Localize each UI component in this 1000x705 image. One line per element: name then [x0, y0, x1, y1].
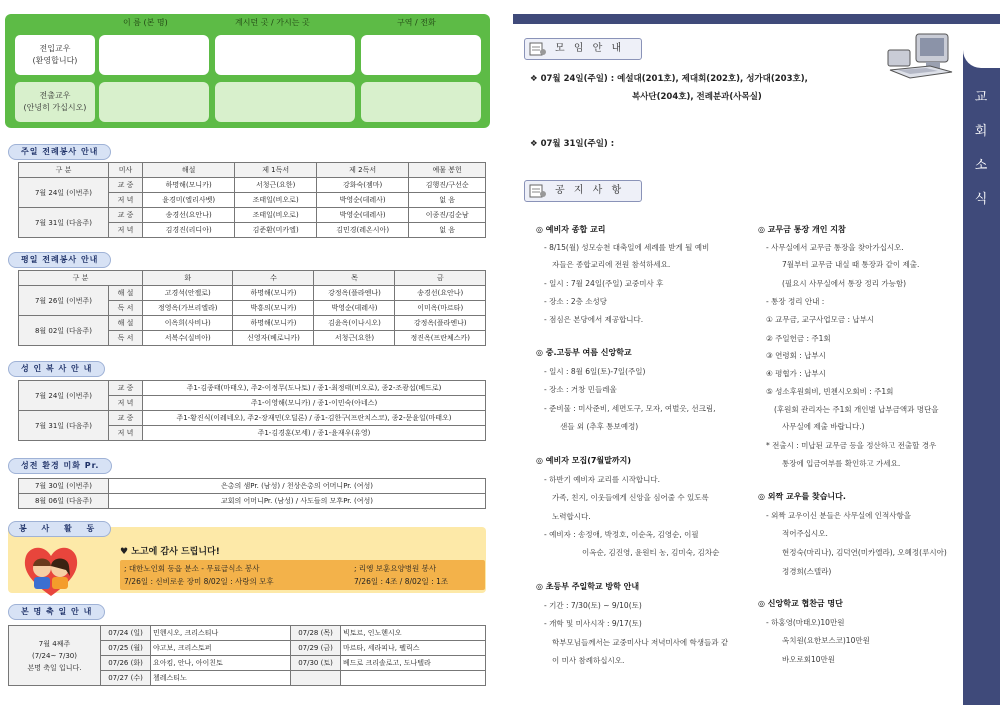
notice-right-line: (후원회 관리자는 주1회 개인별 납부금액과 명단을 — [774, 405, 939, 414]
table-row: 07/27 (수) 첼레스티노 — [9, 671, 486, 686]
table-row: 저 녁 주1-이영해(모니카) / 종1-이민숙(아네스) — [19, 396, 486, 411]
service-left-line-2: 7/26일 : 신비로운 장미 8/02일 : 사랑의 모후 — [124, 577, 274, 586]
side-label-1: 교 — [974, 90, 988, 105]
service-right-line-1: ; 리엥 보훈요양병원 봉사 — [354, 564, 437, 573]
notice-left-line: - 기간 : 7/30(토) ~ 9/10(토) — [544, 601, 642, 610]
notice-right-line: 7월부터 교무금 내실 때 통장과 같이 제출. — [782, 260, 920, 269]
notice-left-line: 이 미사 참례하십시오. — [552, 656, 625, 665]
table-row: 7월 4째주 (7/24~ 7/30) 본명 축일 입니다. 07/24 (일) 민헨시오, 크리스티나 07/28 (목) 빅토르, 인노헨시오 — [9, 626, 486, 641]
incoming-area-field[interactable] — [361, 35, 481, 75]
notice-left-heading: ◎ 초등부 주일학교 방학 안내 — [536, 582, 640, 591]
notice-right-line: ③ 연령회 : 납부시 — [766, 351, 826, 360]
outgoing-place-field[interactable] — [215, 82, 355, 122]
notice-left-line: 학부모님들께서는 교중미사나 저녁미사에 학생들과 같 — [552, 638, 729, 647]
notice-left-line: - 하반기 예비자 교리를 시작합니다. — [544, 475, 661, 484]
nameday-label: 7월 4째주 (7/24~ 7/30) 본명 축일 입니다. — [9, 626, 101, 686]
notice-right-heading: ◎ 외짝 교우를 찾습니다. — [758, 492, 846, 501]
notice-left-heading: ◎ 중.고등부 여름 신앙학교 — [536, 348, 632, 357]
incoming-name-field[interactable] — [99, 35, 209, 75]
nameday-title: 본 명 축 일 안 내 — [8, 604, 105, 620]
table-row: 독 서 정영옥(가브리엘라) 박흥의(모니카) 박영순(데레사) 이미옥(마르타) — [19, 301, 486, 316]
notice-left-line: - 점심은 본당에서 제공합니다. — [544, 315, 644, 324]
service-band — [120, 560, 485, 590]
document-icon — [529, 184, 547, 198]
table-row: 저 녁 주1-김경훈(모세) / 종1-윤재우(유영) — [19, 426, 486, 441]
notice-left-line: 이옥순, 김진영, 윤원티 농, 김미숙, 김차순 — [582, 548, 720, 557]
table-row: 07/26 (화) 요아킴, 안나, 아이친토 07/30 (토) 베드로 크리솔로고, 도나텔라 — [9, 656, 486, 671]
meeting-line-2: 복사단(204호), 전례분과(사목실) — [632, 92, 762, 102]
notice-left-line: 자들은 종합교리에 전원 참석하세요. — [552, 260, 671, 269]
notice-left-line: - 준비물 : 미사준비, 세면도구, 모자, 여벌옷, 선크림, — [544, 404, 716, 413]
side-label-2: 회 — [974, 124, 988, 139]
notice-right-line: (필요시 사무실에서 통장 정리 가능함) — [782, 279, 907, 288]
notice-right-line: - 통장 정리 안내 : — [766, 297, 825, 306]
newcomer-header-area: 구역 / 전화 — [397, 18, 436, 27]
notice-left-line: - 개학 및 미사시작 : 9/17(토) — [544, 619, 642, 628]
notice-right-line: * 전출시 : 미납된 교무금 등을 정산하고 전출할 경우 — [766, 441, 937, 450]
table-row: 7월 26일 (이번주) 해 설 고경석(안젤로) 하명해(모니카) 강정옥(플라엔나) 송경선(요안나) — [19, 286, 486, 301]
notice-left-line: - 예비자 : 송정애, 박정호, 이순옥, 김영순, 이필 — [544, 530, 699, 539]
notice-right-heading: ◎ 교무금 통장 개인 지참 — [758, 225, 846, 234]
service-title: 봉 사 활 동 — [8, 521, 111, 537]
notice-right-line: - 사무실에서 교무금 통장을 찾아가십시오. — [766, 243, 904, 252]
table-row: 7월 30일 (이번주) 은총의 샘Pr. (남성) / 천상은총의 어머니Pr. (여성) — [19, 479, 486, 494]
outgoing-label: 전출교우 (안녕히 가십시오) — [15, 82, 95, 122]
prayer-table — [18, 478, 486, 509]
table-row: 7월 24일 (이번주) 교 중 주1-김종태(마태오), 주2-이정무(도나토) / 종1-최정태(비오로), 종2-조광섭(베드로) — [19, 381, 486, 396]
newcomer-header-name: 이 름 (본 명) — [123, 18, 168, 27]
incoming-place-field[interactable] — [215, 35, 355, 75]
newcomer-panel — [5, 14, 490, 128]
notice-left-line: 가족, 친지, 이웃들에게 신앙을 심어줄 수 있도록 — [552, 493, 709, 502]
notice-right-heading: ◎ 신앙학교 협찬금 명단 — [758, 599, 843, 608]
table-row: 07/25 (월) 야고보, 크리스토퍼 07/29 (금) 마르타, 세라피나, 펠릭스 — [9, 641, 486, 656]
meeting-title: 모 임 안 내 — [524, 38, 642, 60]
table-row: 독 서 서복수(실비아) 신영자(베로니카) 서청근(요한) 정진옥(프란체스카) — [19, 331, 486, 346]
incoming-label: 전입교우 (환영합니다) — [15, 35, 95, 75]
notice-left-heading: ◎ 예비자 종합 교리 — [536, 225, 606, 234]
newcomer-header-place: 계시던 곳 / 가시는 곳 — [235, 18, 310, 27]
notice-left-line: - 일시 : 8월 6일(토)-7일(주일) — [544, 367, 646, 376]
table-row: 8월 06일 (다음주) 교회의 어머니Pr. (남성) / 사도들의 모후Pr. (여성) — [19, 494, 486, 509]
notice-right-line: 정경희(스텔라) — [782, 567, 832, 576]
table-row: 저 녁 김경진(리디아) 김준환(미카엘) 김민경(레온시아) 없 음 — [19, 223, 486, 238]
notice-left-line: - 8/15(월) 성모승천 대축일에 세례를 받게 될 예비 — [544, 243, 710, 252]
computer-icon — [886, 30, 958, 82]
table-row: 7월 31일 (다음주) 교 중 주1-황진식(이레네오), 주2-장재민(오딜론) / 종1-김한구(프란치스코), 종2-문윤일(마태오) — [19, 411, 486, 426]
notice-left-line: - 장소 : 거창 민들레울 — [544, 385, 617, 394]
table-row: 7월 31일 (다음주) 교 중 송경선(요안나) 조태일(비오로) 박영순(데레사) 이종진/김순남 — [19, 208, 486, 223]
side-label-3: 소 — [974, 158, 988, 173]
altar-service-table — [18, 380, 486, 441]
notice-left-line: - 장소 : 2층 소성당 — [544, 297, 608, 306]
notice-right-line: - 외짝 교우이신 분들은 사무실에 인적사항을 — [766, 511, 912, 520]
service-right-line-2: 7/26일 : 4조 / 8/02일 : 1조 — [354, 577, 449, 586]
service-headline: ♥ 노고에 감사 드립니다! — [120, 547, 220, 557]
meeting-line-3: ❖ 07월 31일(주일) : — [530, 139, 615, 149]
right-header-bar — [513, 14, 983, 24]
notice-left-line: 샌들 외 (추후 통보예정) — [560, 422, 639, 431]
side-label-4: 식 — [974, 192, 988, 207]
heart-couple-icon — [20, 542, 82, 598]
notice-right-line: 현정숙(마리나), 김덕연(미카엘라), 오혜정(루시아) — [782, 548, 947, 557]
sunday-service-title: 주일 전례봉사 안내 — [8, 144, 111, 160]
notice-right-line: 옥치원(요한보스코)10만원 — [782, 636, 870, 645]
notice-right-line: 통장에 입금여부를 확인하고 가세요. — [782, 459, 901, 468]
outgoing-name-field[interactable] — [99, 82, 209, 122]
notice-title: 공 지 사 항 — [524, 180, 642, 202]
sunday-service-table: 구 분 미사 해설 제 1독서 제 2독서 예물 봉헌 7월 24일 (이번주) 교 중 하명해(모니카) 서청근(요한) 강화숙(젬마) 김행진/구선순 저 녁 윤경미(엘리사벳) 조태일(비오로) 박영순(데레사) 없 음 7월 31일 (다음주) 교 중 송경선(요안나) 조태일(비오로) 박영순(데레사) 이종진/김순남 저 녁 김경진(리디아) 김준환(미카엘) 김민경(레온시아) 없 음 — [18, 162, 486, 238]
prayer-title: 성전 환경 미화 Pr. — [8, 458, 112, 474]
notice-right-line: 사무실에 제출 바랍니다.) — [782, 422, 865, 431]
notice-right-line: 바오로회10만원 — [782, 655, 836, 664]
notice-right-line: - 하홍영(마태오)10만원 — [766, 618, 845, 627]
document-icon — [529, 42, 547, 56]
notice-right-line: 적어주십시오. — [782, 529, 828, 538]
weekday-service-table: 구 분 화 수 목 금 7월 26일 (이번주) 해 설 고경석(안젤로) 하명해(모니카) 강정옥(플라엔나) 송경선(요안나) 독 서 정영옥(가브리엘라) 박흥의(모니카) 박영순(데레사) 이미옥(마르타) 8월 02일 (다음주) 해 설 이옥희(사비나) 하명해(모니카) 김윤옥(이나시오) 강정옥(플라엔나) 독 서 서복수(실비아) 신영자(베로니카) 서청근(요한) 정진옥(프란체스카) — [18, 270, 486, 346]
altar-service-title: 성 인 복 사 안 내 — [8, 361, 105, 377]
table-row: 8월 02일 (다음주) 해 설 이옥희(사비나) 하명해(모니카) 김윤옥(이나시오) 강정옥(플라엔나) — [19, 316, 486, 331]
meeting-line-1: ❖ 07월 24일(주일) : 예설대(201호), 제대회(202호), 성가대(203호), — [530, 74, 808, 84]
notice-left-line: - 일시 : 7월 24일(주일) 교중미사 후 — [544, 279, 664, 288]
notice-right-line: ⑤ 성소후원회비, 빈첸시오회비 : 주1회 — [766, 387, 894, 396]
right-side-bar — [963, 14, 1000, 705]
nameday-table — [8, 625, 486, 686]
service-left-line-1: ; 대한노인회 동읍 분소 - 무료급식소 봉사 — [124, 564, 260, 573]
notice-right-line: ② 주일헌금 : 주1회 — [766, 334, 831, 343]
notice-left-line: 노력합시다. — [552, 512, 591, 521]
outgoing-area-field[interactable] — [361, 82, 481, 122]
weekday-service-title: 평일 전례봉사 안내 — [8, 252, 111, 268]
notice-right-line: ④ 평협가 : 납부시 — [766, 369, 826, 378]
table-row: 저 녁 윤경미(엘리사벳) 조태일(비오로) 박영순(데레사) 없 음 — [19, 193, 486, 208]
notice-right-line: ① 교무금, 교구사업모금 : 납부시 — [766, 315, 875, 324]
notice-left-heading: ◎ 예비자 모집(7월말까지) — [536, 456, 631, 465]
table-row: 7월 24일 (이번주) 교 중 하명해(모니카) 서청근(요한) 강화숙(젬마) 김행진/구선순 — [19, 178, 486, 193]
